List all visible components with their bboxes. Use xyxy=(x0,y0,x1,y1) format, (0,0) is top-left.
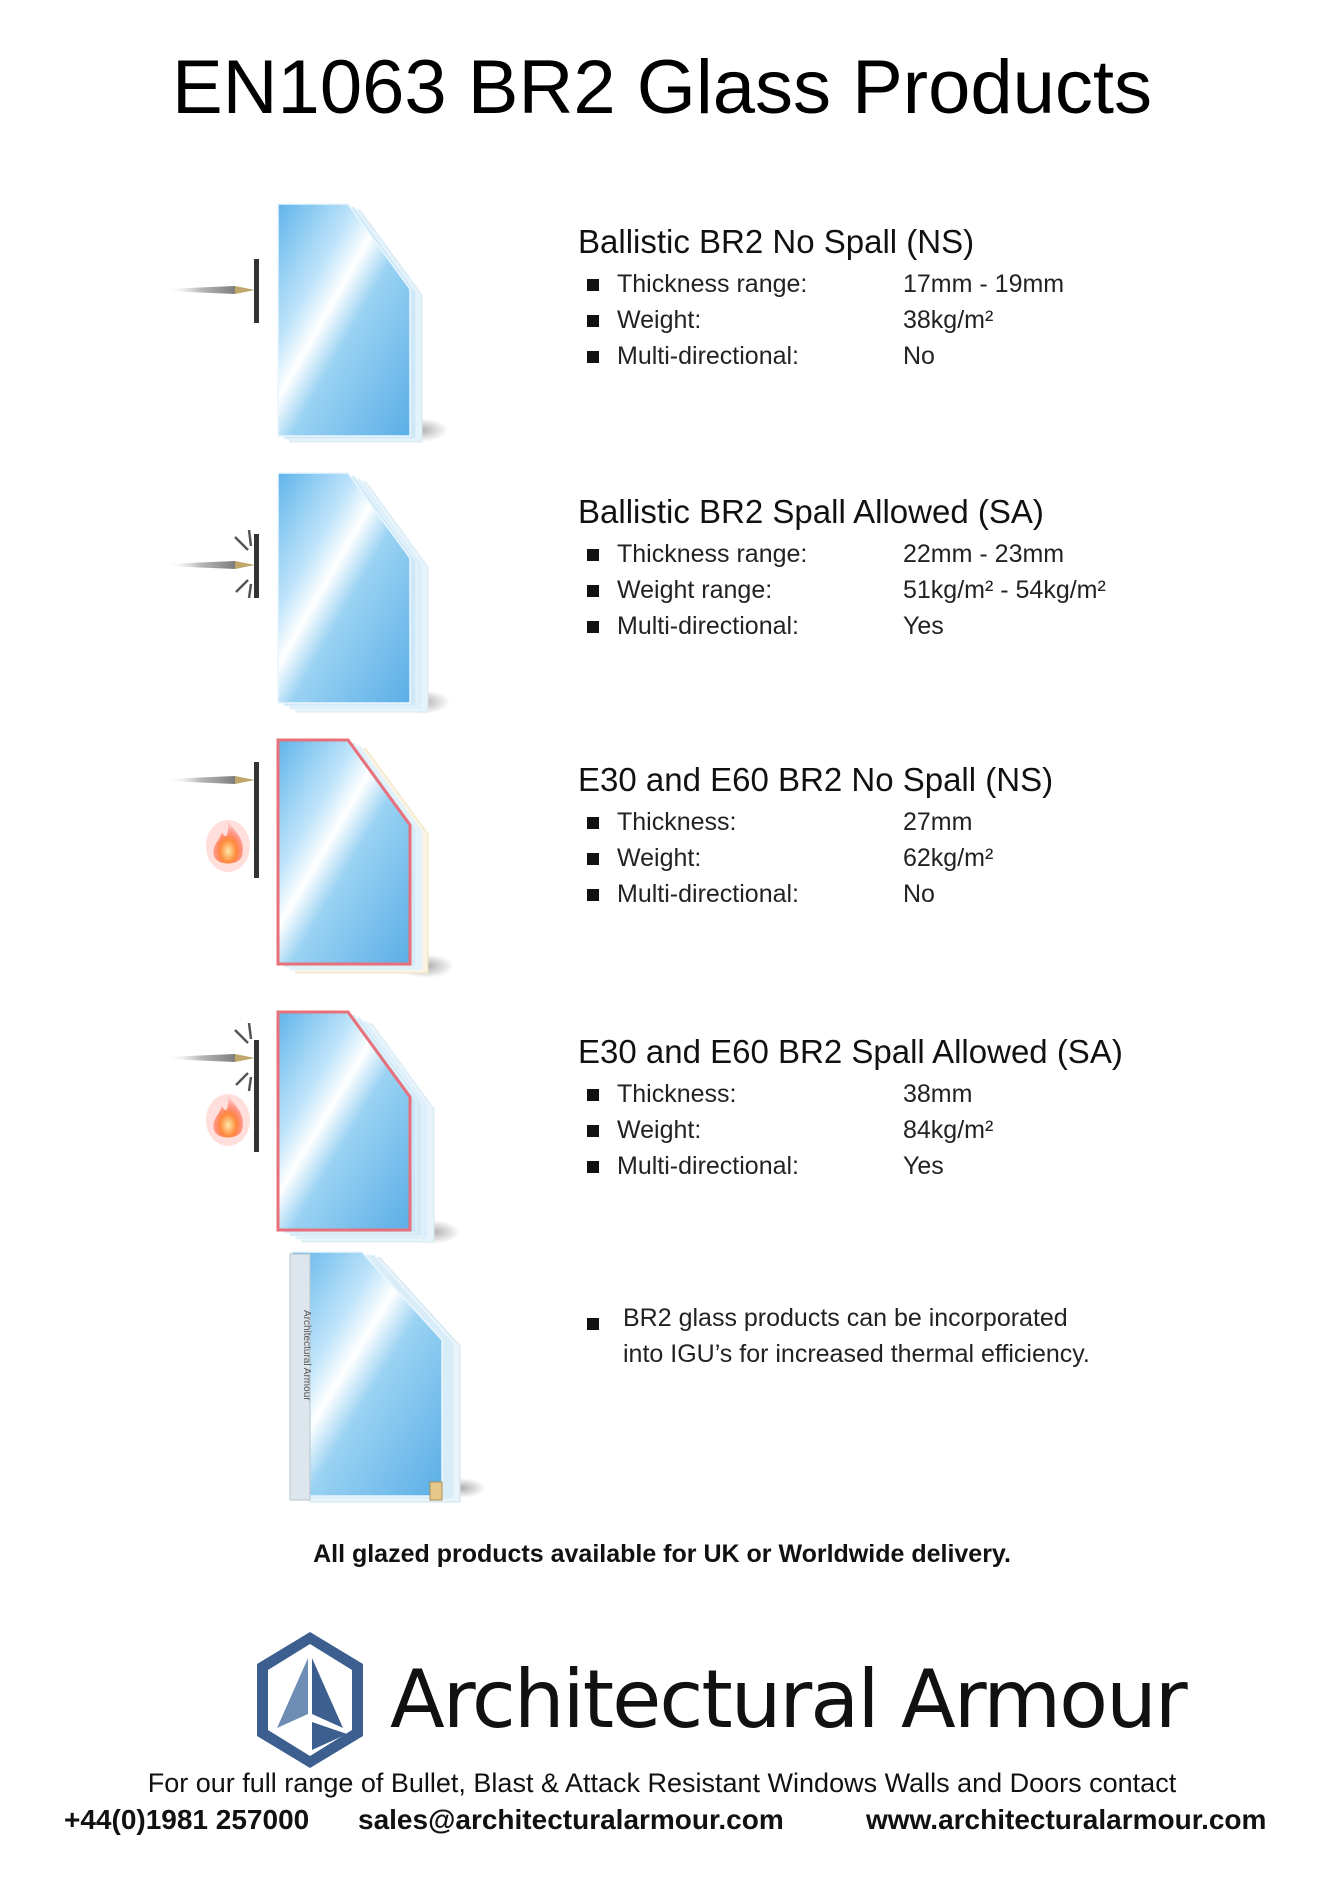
spec-row xyxy=(578,1148,1123,1184)
spec-row xyxy=(578,302,994,338)
spec-label: Weight: xyxy=(617,844,702,872)
delivery-notice: All glazed products available for UK or Worldwide delivery. xyxy=(313,1540,1011,1568)
spec-value: 62kg/m² xyxy=(903,844,994,872)
bullet-icon xyxy=(165,561,255,569)
brand-logo xyxy=(255,1630,1186,1770)
wall-icon xyxy=(254,259,259,323)
spec-label: Multi-directional: xyxy=(617,1152,800,1180)
bullet-marker xyxy=(587,853,599,865)
spec-label: Weight: xyxy=(617,306,702,334)
igu-note-text: BR2 glass products can be incorporated into IGU’s for increased thermal efficiency. xyxy=(623,1304,1090,1368)
bullet-marker xyxy=(587,351,599,363)
spec-row xyxy=(578,338,974,374)
wall-icon xyxy=(254,1040,259,1152)
spec-row xyxy=(578,608,1044,644)
spec-label: Multi-directional: xyxy=(617,880,800,908)
spec-label: Weight range: xyxy=(617,576,773,604)
bullet-marker xyxy=(587,1089,599,1101)
spec-value: No xyxy=(903,880,935,908)
spec-value: 51kg/m² - 54kg/m² xyxy=(903,576,1106,604)
product-ballistic-ns xyxy=(0,200,1324,460)
spec-value: 38kg/m² xyxy=(903,306,994,334)
bullet-marker xyxy=(587,817,599,829)
bullet-marker xyxy=(587,315,599,327)
page-title: EN1063 BR2 Glass Products xyxy=(171,45,1153,130)
product-fire-sa xyxy=(0,1010,1324,1270)
product-name: E30 and E60 BR2 No Spall (NS) xyxy=(578,761,1054,798)
bullet-marker xyxy=(587,1161,599,1173)
spec-label: Thickness: xyxy=(617,808,737,836)
wall-icon xyxy=(254,534,259,598)
spec-row xyxy=(578,840,1053,876)
spec-row xyxy=(578,1112,1123,1148)
spec-value: 17mm - 19mm xyxy=(903,270,1065,298)
phone-number[interactable]: +44(0)1981 257000 xyxy=(64,1804,310,1835)
spec-label: Thickness: xyxy=(617,1080,737,1108)
spec-value: 22mm - 23mm xyxy=(903,540,1065,568)
spec-value: Yes xyxy=(903,612,944,640)
spec-row xyxy=(578,266,1065,302)
bullet-icon xyxy=(165,776,255,784)
spec-value: 84kg/m² xyxy=(903,1116,994,1144)
spec-label: Thickness range: xyxy=(617,270,808,298)
product-name: E30 and E60 BR2 Spall Allowed (SA) xyxy=(578,1033,1123,1070)
bullet-marker xyxy=(587,1318,599,1330)
spec-label: Weight: xyxy=(617,1116,702,1144)
igu-illustration xyxy=(280,1250,510,1520)
flame-icon xyxy=(206,820,250,872)
glass-pane-icon xyxy=(278,1012,460,1244)
spec-value: 27mm xyxy=(903,808,973,836)
spec-label: Thickness range: xyxy=(617,540,808,568)
bullet-icon xyxy=(165,1054,255,1062)
spec-value: No xyxy=(903,342,935,370)
product-name: Ballistic BR2 Spall Allowed (SA) xyxy=(578,493,1044,530)
shield-logo-icon xyxy=(255,1630,365,1770)
bullet-marker xyxy=(587,585,599,597)
glass-pane-icon xyxy=(278,204,448,442)
website-link[interactable]: www.architecturalarmour.com xyxy=(866,1804,1267,1835)
product-ballistic-sa xyxy=(0,470,1324,730)
bullet-marker xyxy=(587,279,599,291)
contact-line: For our full range of Bullet, Blast & Attack Resistant Windows Walls and Doors contact xyxy=(147,1768,1177,1798)
spec-label: Multi-directional: xyxy=(617,612,800,640)
spec-row xyxy=(578,572,1106,608)
glass-illustration xyxy=(150,470,480,730)
spec-row xyxy=(578,804,1053,840)
bullet-icon xyxy=(165,286,255,294)
spec-value: 38mm xyxy=(903,1080,973,1108)
glass-illustration xyxy=(150,738,480,998)
glass-pane-icon xyxy=(278,473,450,714)
email-link[interactable]: sales@architecturalarmour.com xyxy=(358,1804,784,1835)
wall-icon xyxy=(254,762,259,878)
bullet-marker xyxy=(587,621,599,633)
glass-pane-icon xyxy=(278,740,454,978)
bullet-marker xyxy=(587,549,599,561)
product-name: Ballistic BR2 No Spall (NS) xyxy=(578,223,975,260)
bullet-marker xyxy=(587,1125,599,1137)
product-fire-ns xyxy=(0,738,1324,998)
brand-name: Architectural Armour xyxy=(390,1653,1186,1746)
spec-row xyxy=(578,1076,1123,1112)
spacer-label: Architectural Armour xyxy=(301,1310,312,1401)
bullet-marker xyxy=(587,889,599,901)
flame-icon xyxy=(206,1094,250,1146)
igu-note xyxy=(578,1300,1098,1372)
spec-row xyxy=(578,536,1065,572)
spec-row xyxy=(578,876,1053,912)
contact-details xyxy=(0,1804,1324,1844)
edge-seal xyxy=(430,1482,442,1500)
spec-value: Yes xyxy=(903,1152,944,1180)
glass-illustration xyxy=(150,200,480,460)
spec-label: Multi-directional: xyxy=(617,342,800,370)
glass-illustration xyxy=(150,1010,480,1270)
